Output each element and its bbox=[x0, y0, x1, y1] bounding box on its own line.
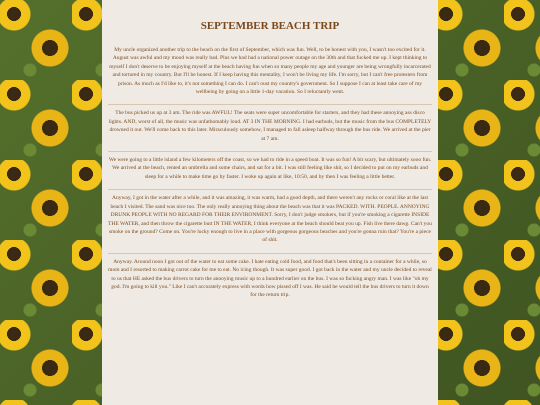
paragraph-3: We were going to a little island a few kilometers off the coast, so we had to ride in a speed boat. It was so fun! A bit scary, but ultimately sooo fun. We arrived at the beach, rented an umbrella and some chairs, and sat for a bit. I was still feeling like shit, so I decided to put on my earbuds and sleep for a while to make time go by faster. I woke up again at like, 10:50, and by then I was feeling a little better. bbox=[108, 157, 432, 180]
page-title: SEPTEMBER BEACH TRIP bbox=[200, 20, 340, 32]
paragraph-2: The bus picked us up at 3 am. The ride was AWFUL! The seats were super uncomfortable for starters, and they had these annoying ass disco lights. AND, worst of all, the music was unfathomably loud. AT 3 IN THE MORNING. I had earbuds, but the music from the bus COMPLETELY drowned it out. We'll come back to this later. Miraculously somehow, I managed to fall asleep halfway through the bus ride. We arrived at the pier at 7 am. bbox=[108, 110, 432, 142]
divider bbox=[108, 151, 432, 152]
paragraph-4: Anyway, I got in the water after a while, and it was amazing, it was warm, had a good depth, and there weren't any rocks or coral like at the last beach I visited. The sand was nice too. The only really annoying thing about the beach was that it was PACKED. WITH. PEOPLE. ANNOYING DRUNK PEOPLE WITH NO REGARD FOR THEIR ENVIRONMENT. Sorry, I don't judge smokers, but if you're smoking a cigarette INSIDE THE WATER, and then throw the cigarette butt IN THE WATER, I think everyone at the beach should beat you up. Fish live there dawg. Can't you smoke on the ground? Come on. You're lucky enough to live in a place with gorgeous gorgeous beaches and you're gonna ruin that? You're a piece of shit. bbox=[108, 195, 432, 244]
divider bbox=[108, 253, 432, 254]
divider bbox=[108, 189, 432, 190]
divider bbox=[108, 104, 432, 105]
paragraph-5: Anyway. Around noon I got out of the water to eat some cake. I hate eating cold food, and food that's been sitting in a container for a while, so mom and I resorted to making carrot cake for me to eat. No icing though. It was super good. I got back in the water and my uncle decided to reveal to us that HE asked the bus drivers to turn the annoying music up to a hundred earlier on the bus. I was so fucking angry man. I was like "oh my god. I'm going to kill you." Like I can't accurately express with words how pissed off I was. He said he would tell the bus drivers to turn it down for the return trip. bbox=[108, 258, 432, 299]
paragraph-1: My uncle organized another trip to the beach on the first of September, which was fun. Well, to be honest with you, I wasn't too excited for it. August was awful and my mood was really bad. Plus we had had a national power outage on the 30th and that fucked me up. I kept thinking to myself I don't deserve to be enjoying myself at the beach having fun when so many people my age and younger are being wrongfully incarcerated and tortured in my country. But I'll be honest. If I keep having this mentality, I won't be living my life. I'm sorry, but I can't free protesters from prison. As much as I'd like to, it's not something I can do. I can't oust my country's government. So I suppose I can at least take care of my wellbeing by going on a little 1-day vacation. So I reluctantly went. bbox=[109, 47, 431, 96]
content-panel bbox=[102, 0, 438, 405]
